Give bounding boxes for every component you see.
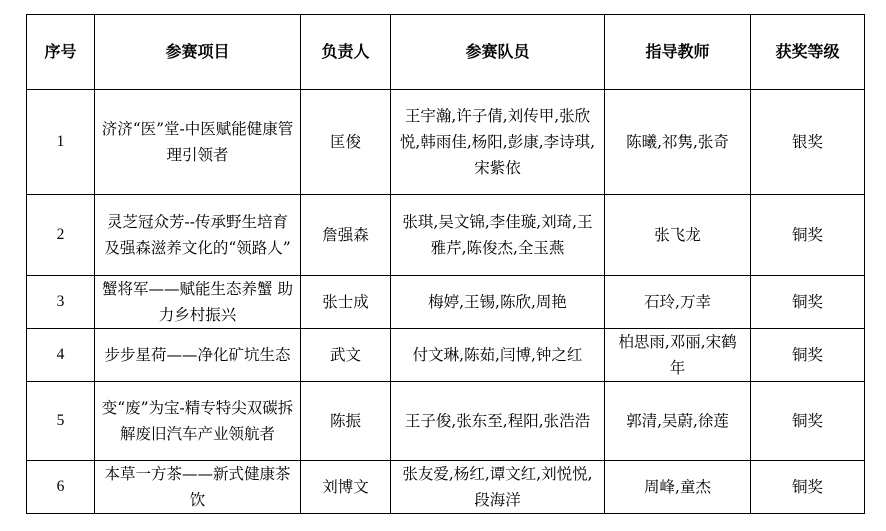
cell-seq: 2 (27, 195, 95, 276)
cell-members: 王子俊,张东至,程阳,张浩浩 (391, 382, 605, 461)
cell-leader: 匡俊 (301, 90, 391, 195)
header-row (27, 15, 865, 90)
header-teachers: 指导教师 (605, 15, 751, 90)
cell-award: 铜奖 (751, 329, 865, 382)
table-row (27, 382, 865, 461)
header-members: 参赛队员 (391, 15, 605, 90)
cell-project: 蟹将军——赋能生态养蟹 助力乡村振兴 (95, 276, 301, 329)
cell-teachers: 张飞龙 (605, 195, 751, 276)
header-seq: 序号 (27, 15, 95, 90)
cell-teachers: 石玲,万幸 (605, 276, 751, 329)
cell-members: 张友爱,杨红,谭文红,刘悦悦,段海洋 (391, 461, 605, 514)
cell-award: 铜奖 (751, 382, 865, 461)
cell-teachers: 周峰,童杰 (605, 461, 751, 514)
cell-members: 付文琳,陈茹,闫博,钟之红 (391, 329, 605, 382)
cell-seq: 3 (27, 276, 95, 329)
cell-seq: 1 (27, 90, 95, 195)
table-row (27, 461, 865, 514)
cell-project: 本草一方茶——新式健康茶饮 (95, 461, 301, 514)
cell-award: 铜奖 (751, 461, 865, 514)
cell-seq: 5 (27, 382, 95, 461)
cell-project: 济济“医”堂-中医赋能健康管理引领者 (95, 90, 301, 195)
header-project: 参赛项目 (95, 15, 301, 90)
cell-members: 张琪,吴文锦,李佳璇,刘琦,王雅芹,陈俊杰,全玉燕 (391, 195, 605, 276)
cell-teachers: 陈曦,祁隽,张奇 (605, 90, 751, 195)
cell-leader: 武文 (301, 329, 391, 382)
cell-project: 灵芝冠众芳--传承野生培育及强森滋养文化的“领路人” (95, 195, 301, 276)
table-row (27, 90, 865, 195)
cell-leader: 刘博文 (301, 461, 391, 514)
cell-members: 王宇瀚,许子倩,刘传甲,张欣悦,韩雨佳,杨阳,彭康,李诗琪,宋紫依 (391, 90, 605, 195)
cell-seq: 4 (27, 329, 95, 382)
table-row (27, 329, 865, 382)
cell-teachers: 郭清,吴蔚,徐莲 (605, 382, 751, 461)
table-row (27, 276, 865, 329)
header-leader: 负责人 (301, 15, 391, 90)
cell-award: 铜奖 (751, 195, 865, 276)
cell-award: 铜奖 (751, 276, 865, 329)
cell-teachers: 柏思雨,邓丽,宋鹤年 (605, 329, 751, 382)
cell-project: 步步星荷——净化矿坑生态 (95, 329, 301, 382)
cell-seq: 6 (27, 461, 95, 514)
header-award: 获奖等级 (751, 15, 865, 90)
awards-table (26, 14, 865, 514)
cell-award: 银奖 (751, 90, 865, 195)
cell-leader: 张士成 (301, 276, 391, 329)
cell-project: 变“废”为宝-精专特尖双碳拆解废旧汽车产业领航者 (95, 382, 301, 461)
cell-leader: 詹强森 (301, 195, 391, 276)
cell-members: 梅婷,王锡,陈欣,周艳 (391, 276, 605, 329)
cell-leader: 陈振 (301, 382, 391, 461)
table-row (27, 195, 865, 276)
